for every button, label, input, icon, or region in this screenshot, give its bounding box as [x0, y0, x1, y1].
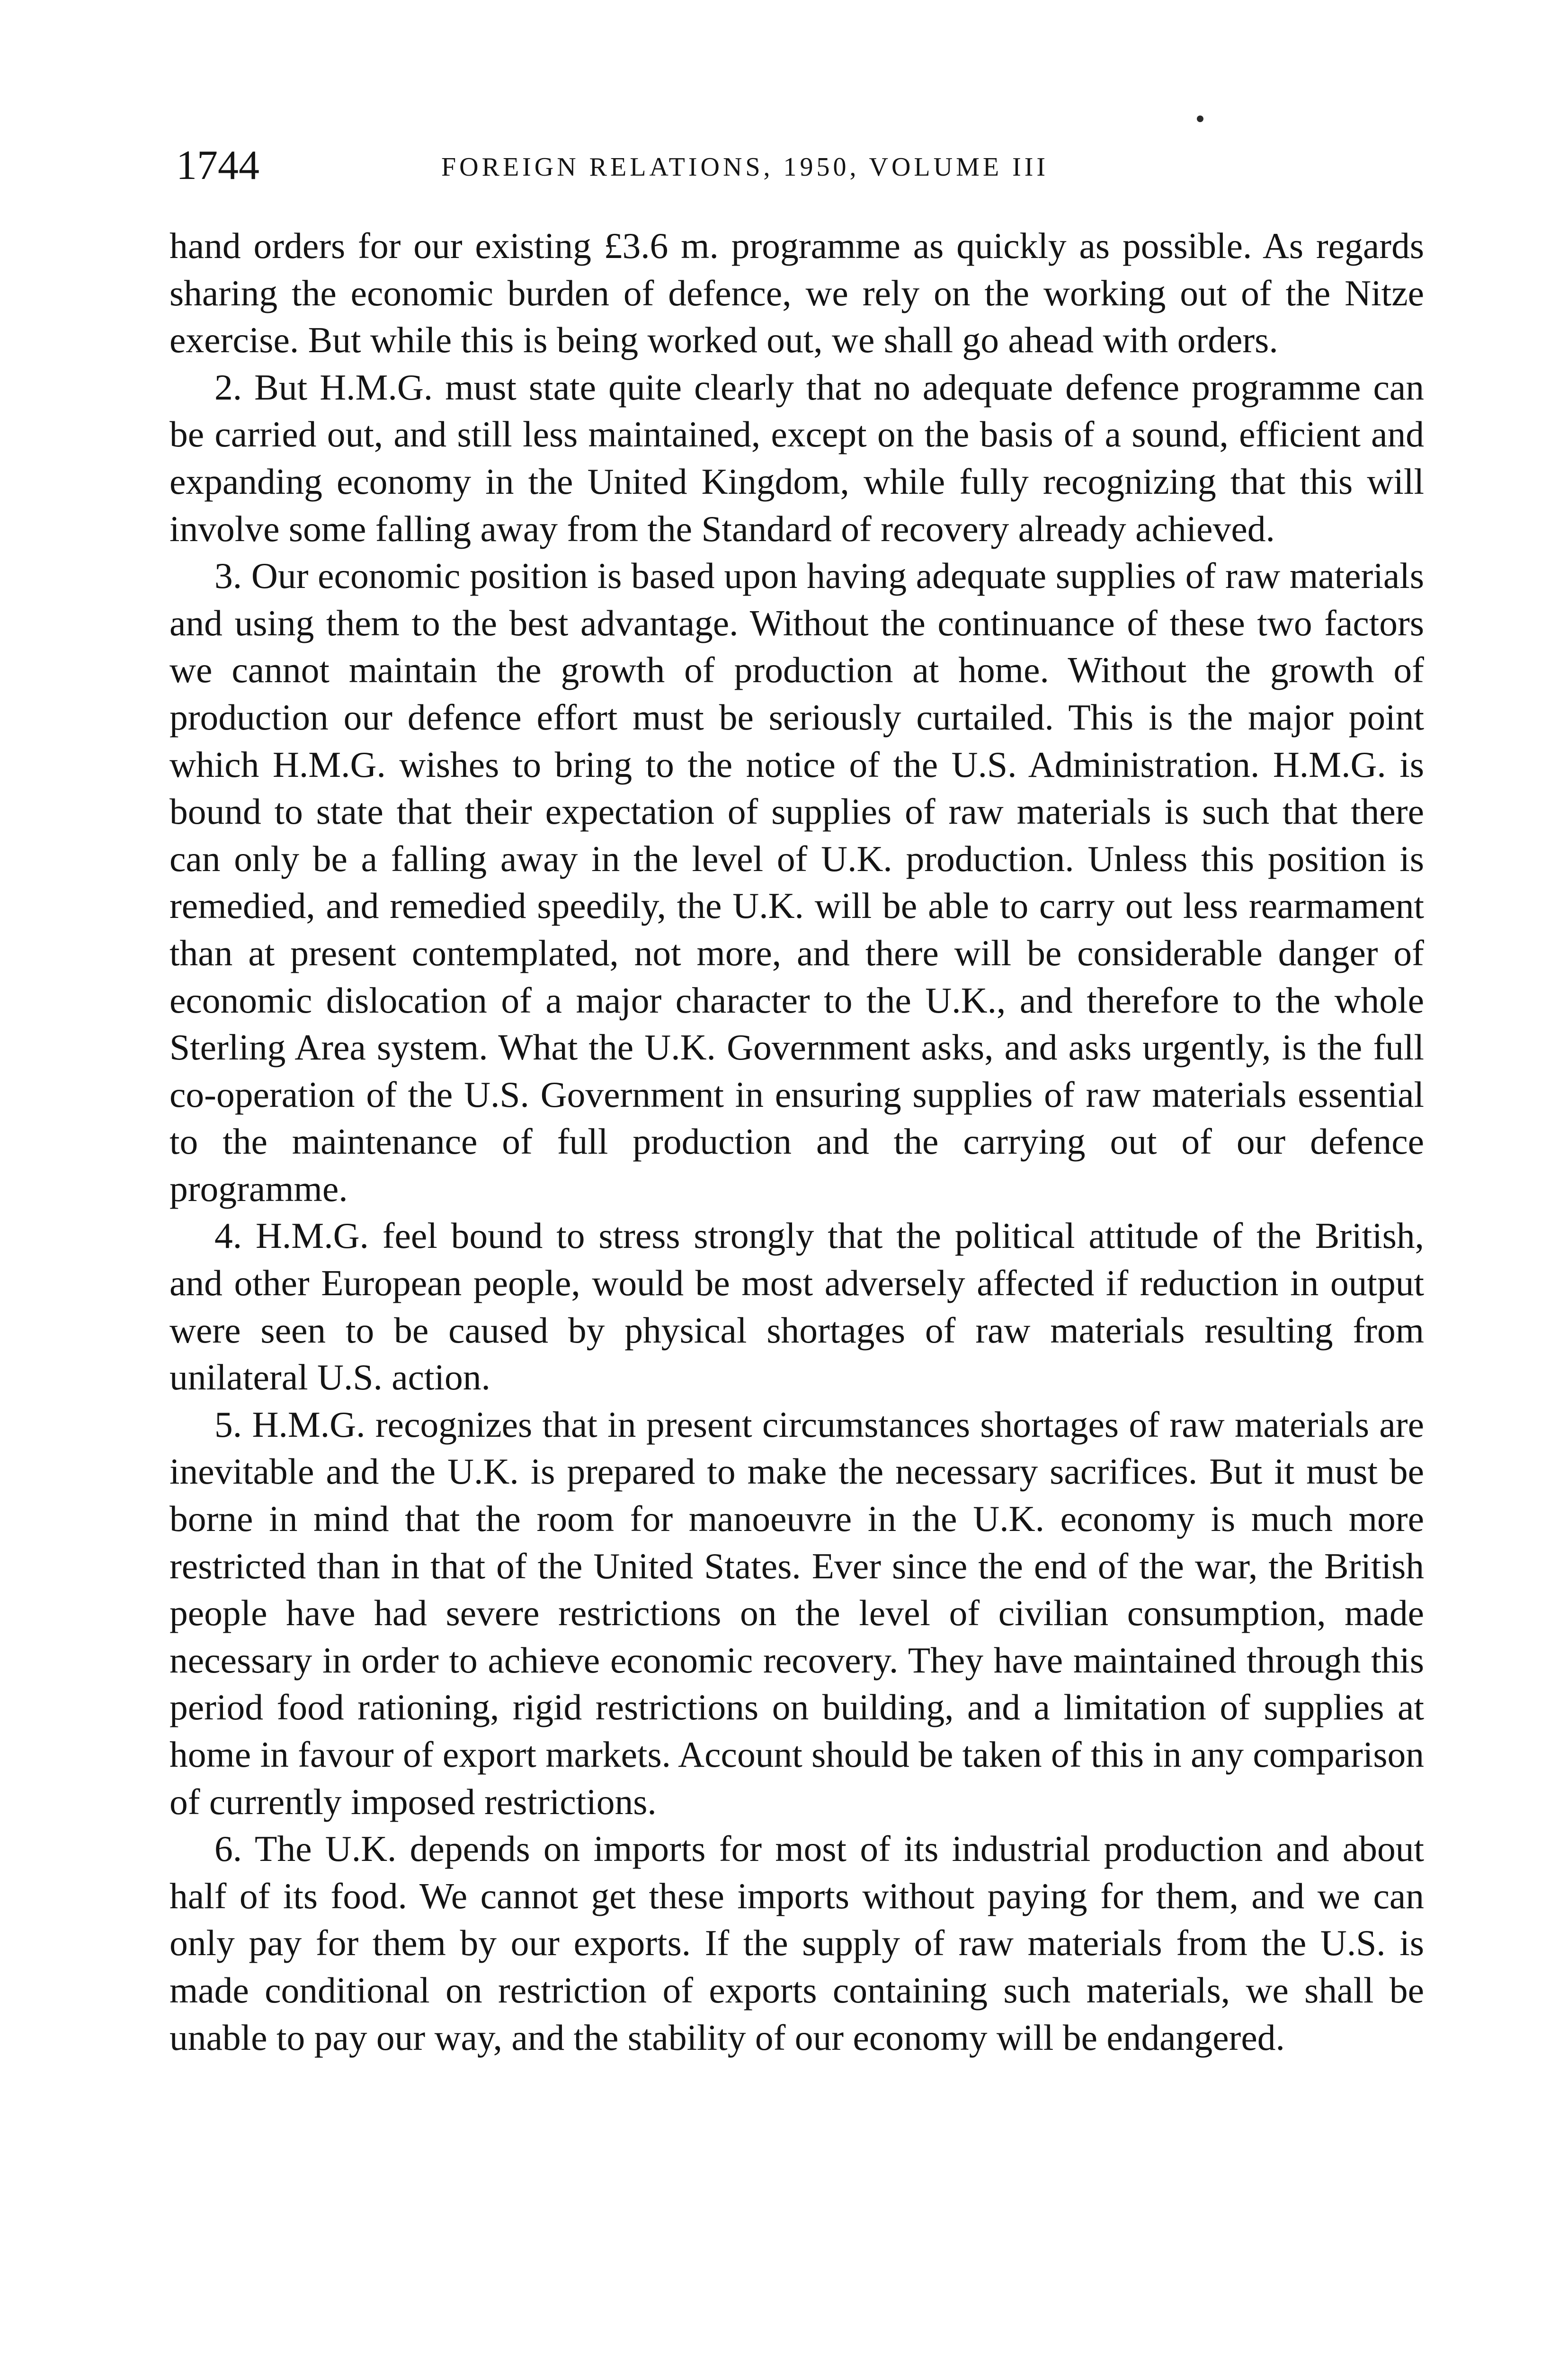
page-header — [176, 142, 1426, 199]
scan-speck — [1197, 116, 1203, 122]
paragraph-2: 2. But H.M.G. must state quite clearly that no adequate defence programme can be carried out, and still less maintained, except on the basis of a sound, efficient and expanding economy in the United Kingdom, while fully recognizing that this will involve some falling away from the Standard of recovery already achieved. — [169, 366, 1424, 549]
body-text — [169, 222, 1424, 2061]
paragraph-5: 5. H.M.G. recognizes that in present circumstances shortages of raw materials are inevitable and the U.K. is prepared to make the necessary sacrifices. But it must be borne in mind that the room for manoeuvre in the U.K. economy is much more restricted than in that of the United States. Ever since the end of the war, the British people have had severe restrictions on the level of civilian consumption, made necessary in order to achieve economic recovery. They have maintained through this period food rationing, rigid restrictions on building, and a limitation of supplies at home in favour of export markets. Account should be taken of this in any comparison of currently imposed restrictions. — [169, 1404, 1424, 1822]
running-head: FOREIGN RELATIONS, 1950, VOLUME III — [441, 152, 1049, 182]
paragraph-6: 6. The U.K. depends on imports for most of its industrial production and about half of its food. We cannot get these imports without paying for them, and we can only pay for them by our exports. If the supply of raw materials from the U.S. is made conditional on restriction of exports containing such materials, we shall be unable to pay our way, and the stability of our economy will be endangered. — [169, 1828, 1424, 2058]
paragraph-3: 3. Our economic position is based upon having adequate supplies of raw materials and using them to the best advantage. Without the continuance of these two factors we cannot maintain the growth of production at home. Without the growth of production our defence effort must be seriously curtailed. This is the major point which H.M.G. wishes to bring to the notice of the U.S. Administration. H.M.G. is bound to state that their expectation of supplies of raw materials is such that there can only be a falling away in the level of U.K. production. Unless this position is remedied, and remedied speedily, the U.K. will be able to carry out less rearmament than at present contemplated, not more, and there will be considerable danger of economic dislocation of a major character to the U.K., and therefore to the whole Sterling Area system. What the U.K. Government asks, and asks urgently, is the full co-operation of the U.S. Government in ensuring supplies of raw materials essential to the maintenance of full production and the carrying out of our defence programme. — [169, 555, 1424, 1209]
paragraph-4: 4. H.M.G. feel bound to stress strongly that the political attitude of the British, and other European people, would be most adversely affected if reduction in output were seen to be caused by physical shortages of raw materials resulting from unilateral U.S. action. — [169, 1215, 1424, 1398]
paragraph-continuation: hand orders for our existing £3.6 m. programme as quickly as possible. As regards sharing the economic burden of defence, we rely on the working out of the Nitze exercise. But while this is being worked out, we shall go ahead with orders. — [169, 225, 1424, 361]
page-number: 1744 — [176, 142, 259, 188]
